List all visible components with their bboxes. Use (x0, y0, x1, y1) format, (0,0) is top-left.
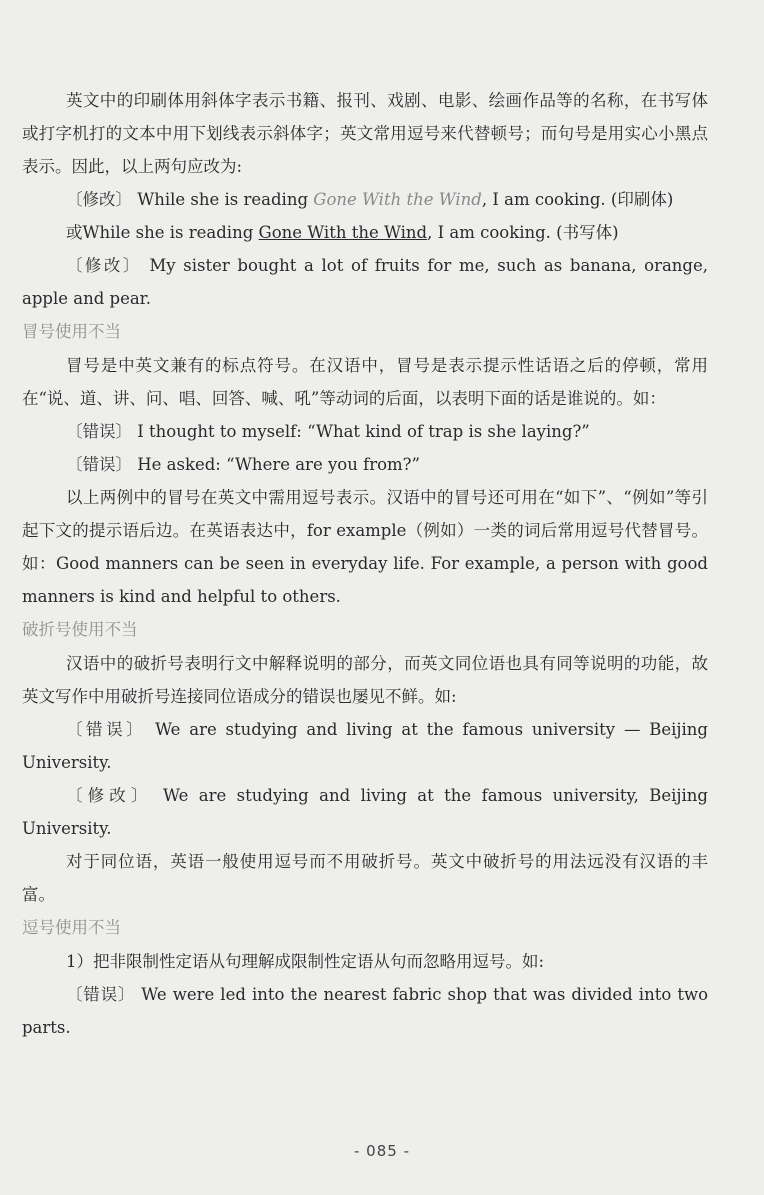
example-error-comma (22, 978, 708, 1044)
example-tag: 〔错误〕 (66, 422, 132, 441)
example-text: He asked: “Where are you from?” (137, 455, 420, 474)
section-heading-dash: 破折号使用不当 (22, 620, 138, 639)
example-text-post: , I am cooking. (印刷体) (481, 190, 674, 209)
paragraph-appositive: 对于同位语，英语一般使用逗号而不用破折号。英文中破折号的用法远没有汉语的丰富。 (22, 852, 708, 904)
paragraph-comma-rule-1: 1）把非限制性定语从句理解成限制性定语从句而忽略用逗号。如: (66, 952, 545, 971)
example-revised-print (22, 183, 708, 216)
example-error-dash (22, 713, 708, 779)
italic-book-title: Gone With the Wind (313, 190, 482, 209)
example-text: I thought to myself: “What kind of trap is she laying?” (137, 422, 590, 441)
example-text: We were led into the nearest fabric shop that was divided into two parts. (22, 985, 709, 1037)
example-revised-dash (22, 779, 708, 845)
paragraph-colon: 冒号是中英文兼有的标点符号。在汉语中，冒号是表示提示性话语之后的停顿，常用在“说、道、讲、问、唱、回答、喊、吼”等动词的后面，以表明下面的话是谁说的。如： (22, 356, 708, 408)
paragraph-colon-explanation: 以上两例中的冒号在英文中需用逗号表示。汉语中的冒号还可用在“如下”、“例如”等引起下文的提示语后边。在英语表达中，for example（例如）一类的词后常用逗号代替冒号。如：Good manners can be seen in everyday life. For example, a person with good manners is kind and helpful to others. (22, 488, 708, 606)
example-tag: 〔错误〕 (66, 985, 136, 1004)
underlined-book-title: Gone With the Wind (258, 223, 428, 242)
paragraph-dash: 汉语中的破折号表明行文中解释说明的部分，而英文同位语也具有同等说明的功能，故英文写作中用破折号连接同位语成分的错误也屡见不鲜。如: (22, 654, 708, 706)
page-number: - 085 - (354, 1142, 410, 1160)
example-revised-fruits (22, 249, 708, 315)
example-text-post: , I am cooking. (书写体) (427, 223, 619, 242)
paragraph-italics: 英文中的印刷体用斜体字表示书籍、报刊、戏剧、电影、绘画作品等的名称，在书写体或打字机打的文本中用下划线表示斜体字；英文常用逗号来代替顿号；而句号是用实心小黑点表示。因此，以上两句应改为: (22, 91, 708, 176)
example-text: My sister bought a lot of fruits for me, such as banana, orange, apple and pear. (22, 256, 708, 308)
section-heading-comma: 逗号使用不当 (22, 918, 121, 937)
example-revised-handwritten (22, 216, 708, 249)
example-text-pre: 或While she is reading (66, 223, 259, 242)
example-tag: 〔修改〕 (66, 190, 132, 209)
example-tag: 〔修改〕 (66, 256, 142, 275)
section-heading-colon: 冒号使用不当 (22, 322, 121, 341)
example-tag: 〔修改〕 (66, 786, 153, 805)
example-error-colon-2 (22, 448, 708, 481)
example-error-colon-1 (22, 415, 708, 448)
example-text-pre: While she is reading (137, 190, 314, 209)
example-tag: 〔错误〕 (66, 455, 132, 474)
example-text: We are studying and living at the famous university, Beijing University. (22, 786, 708, 838)
example-text: We are studying and living at the famous university — Beijing University. (22, 720, 708, 772)
example-tag: 〔错误〕 (66, 720, 147, 739)
